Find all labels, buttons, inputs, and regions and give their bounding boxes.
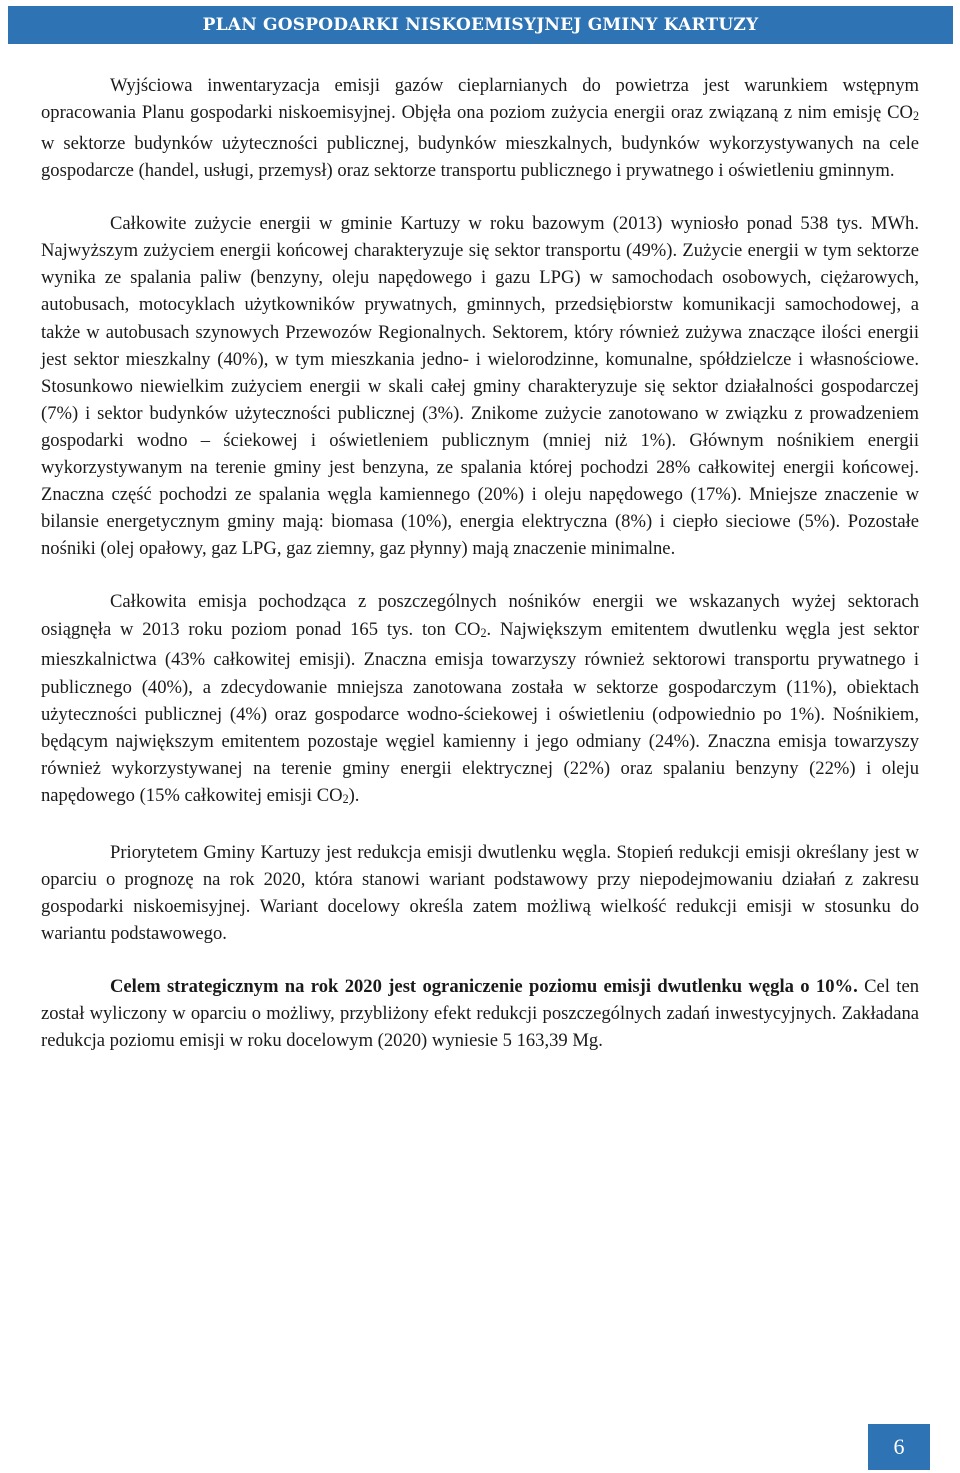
paragraph-text: . Największym emitentem dwutlenku węgla jest sektor mieszkalnictwa (43% całkowitej emisji). Znaczna emisja towarzyszy również sektorowi transportu prywatnego i publicznego (40%), a zdecydowanie mniejsza zanotowana została w sektorze gospodarczym (11%), obiektach użyteczności publicznej (4%) oraz gospodarce wodno-ściekowej i oświetleniu (odpowiednio po 1%). Nośnikiem, będącym największym emitentem pozostaje węgiel kamienny i jego odmiany (24%). Znaczna emisja towarzyszy również wykorzystywanej na terenie gminy energii elektrycznej (22%) oraz spalaniu benzyny (22%) i oleju napędowego (15% całkowitej emisji CO — [41, 618, 919, 806]
subscript: 2 — [912, 108, 919, 123]
paragraph-text: Całkowita emisja pochodząca z poszczególnych nośników energii we wskazanych wyżej sektorach osiągnęła w 2013 roku poziom ponad 165 tys. ton CO — [41, 591, 919, 640]
subscript: 2 — [480, 625, 487, 640]
paragraph-energy-consumption — [41, 210, 919, 562]
page-number: 6 — [893, 1434, 905, 1459]
paragraph-text: Cel ten został wyliczony w oparciu o możliwy, przybliżony efekt redukcji poszczególnych zadań inwestycyjnych. Zakładana redukcja poziomu emisji w roku docelowym (2020) wyniesie 5 163,39 Mg. — [41, 976, 919, 1052]
paragraph-strategic-goal — [41, 973, 919, 1054]
paragraph-text: ). — [348, 784, 360, 806]
subscript: 2 — [342, 791, 349, 806]
paragraph-inventory — [41, 72, 919, 184]
paragraph-text: Całkowite zużycie energii w gminie Kartuzy w roku bazowym (2013) wyniosło ponad 538 tys. MWh. Najwyższym zużyciem energii końcowej charakteryzuje się sektor transportu (49%). Zużycie energii w tym sektorze wynika ze spalania paliw (benzyny, oleju napędowego i gazu LPG) w samochodach osobowych, ciężarowych, autobusach, motocyklach użytkowników prywatnych, gminnych, przedsiębiorstw komunikacji samochodowej, a także w autobusach szynowych Przewozów Regionalnych. Sektorem, który również zużywa znaczące ilości energii jest sektor mieszkalny (40%), w tym mieszkania jedno- i wielorodzinne, komunalne, spółdzielcze i własnościowe. Stosunkowo niewielkim zużyciem energii w skali całej gminy charakteryzuje się sektor działalności gospodarczej (7%) i sektor budynków użyteczności publicznej (3%). Znikome zużycie zanotowano w związku z prowadzeniem gospodarki wodno – ściekowej i oświetleniem publicznym (mniej niż 1%). Głównym nośnikiem energii wykorzystywanym na terenie gminy jest benzyna, ze spalania której pochodzi 28% całkowitej energii końcowej. Znaczna część pochodzi ze spalania węgla kamiennego (20%) i oleju napędowego (17%). Mniejsze znaczenie w bilansie energetycznym gminy mają: biomasa (10%), energia elektryczna (8%) i ciepło sieciowe (5%). Pozostałe nośniki (olej opałowy, gaz LPG, gaz ziemny, gaz płynny) mają znaczenie minimalne. — [41, 213, 919, 560]
page-number-badge — [868, 1424, 930, 1470]
paragraph-emissions — [41, 588, 919, 812]
paragraph-priority — [41, 839, 919, 947]
paragraph-text: Wyjściowa inwentaryzacja emisji gazów cieplarnianych do powietrza jest warunkiem wstępnym opracowania Planu gospodarki niskoemisyjnej. Objęła ona poziom zużycia energii oraz związaną z nim emisję CO — [41, 75, 919, 124]
paragraph-text: w sektorze budynków użyteczności publicznej, budynków mieszkalnych, budynków wykorzystywanych na cele gospodarcze (handel, usługi, przemysł) oraz sektorze transportu publicznego i prywatnego i oświetleniu gminnym. — [41, 133, 919, 182]
header-title: PLAN GOSPODARKI NISKOEMISYJNEJ GMINY KARTUZY — [202, 15, 759, 35]
document-body — [41, 72, 919, 1054]
paragraph-text: Priorytetem Gminy Kartuzy jest redukcja emisji dwutlenku węgla. Stopień redukcji emisji określany jest w oparciu o prognozę na rok 2020, która stanowi wariant podstawowy przy niepodejmowaniu działań z zakresu gospodarki niskoemisyjnej. Wariant docelowy określa zatem możliwą wielkość redukcji emisji w stosunku do wariantu podstawowego. — [41, 841, 919, 945]
page-header — [8, 6, 953, 44]
strategic-goal-bold: Celem strategicznym na rok 2020 jest ograniczenie poziomu emisji dwutlenku węgla o 10%. — [110, 976, 858, 998]
